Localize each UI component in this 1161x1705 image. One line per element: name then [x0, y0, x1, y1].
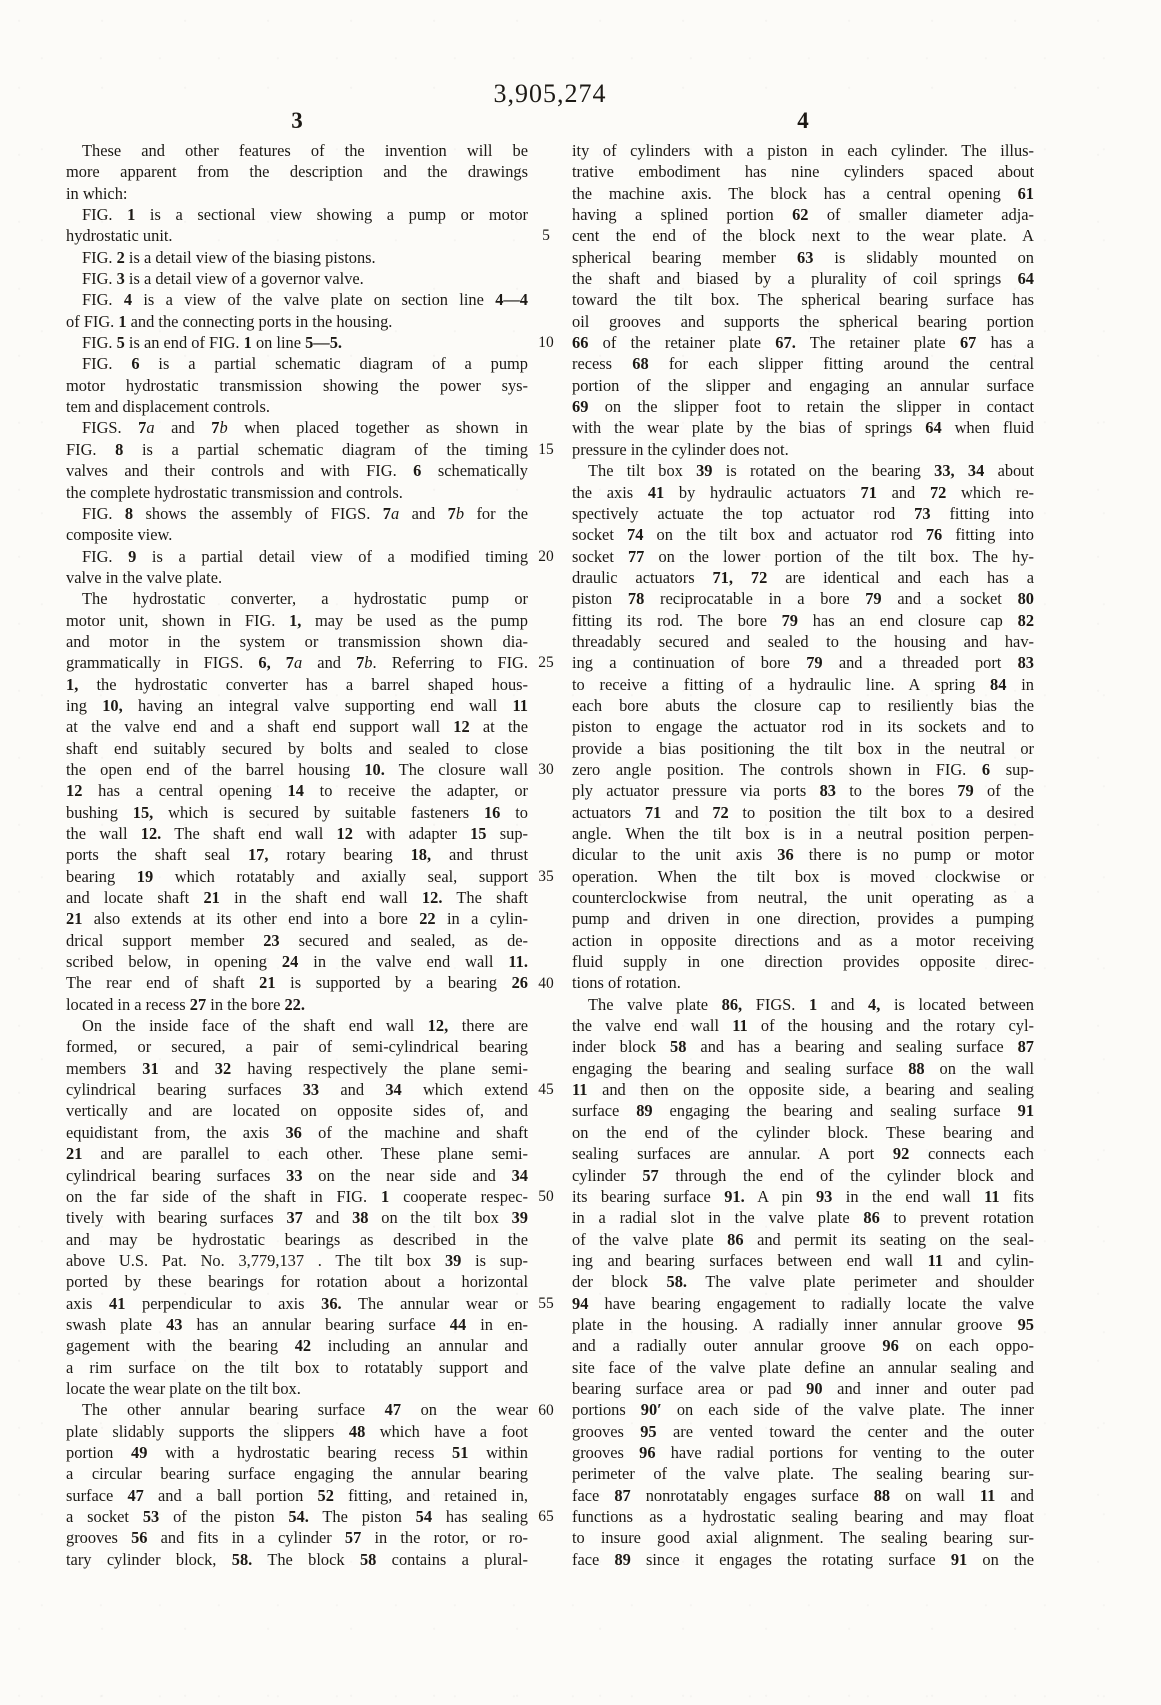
text-line: surface 89 engaging the bearing and sealing surface 91 [572, 1101, 1034, 1121]
text-line: the open end of the barrel housing 10. The closure wall [66, 759, 528, 779]
text-line: surface 47 and a ball portion 52 fitting, and retained in, [66, 1485, 528, 1505]
text-line: der block 58. The valve plate perimeter and shoulder [572, 1272, 1034, 1292]
text-line: pressure in the cylinder does not. [572, 439, 789, 459]
text-line: and locate shaft 21 in the shaft end wall 12. The shaft [66, 888, 528, 908]
text-line: the axis 41 by hydraulic actuators 71 and 72 which re- [572, 482, 1034, 502]
text-line: gagement with the bearing 42 including an annular and [66, 1336, 528, 1356]
text-line: face 89 since it engages the rotating surface 91 on the [572, 1549, 1034, 1569]
text-line: and may be hydrostatic bearings as described in the [66, 1229, 528, 1249]
text-line: trative embodiment has nine cylinders spaced about [572, 162, 1034, 182]
text-line: threadably secured and sealed to the housing and hav- [572, 631, 1034, 651]
gutter-line-number: 5 [542, 227, 550, 245]
text-line: socket 77 on the lower portion of the tilt box. The hy- [572, 546, 1034, 566]
text-line: and a radially outer annular groove 96 on each oppo- [572, 1336, 1034, 1356]
text-line: motor unit, shown in FIG. 1, may be used as the pump [66, 610, 528, 630]
text-line: on the end of the cylinder block. These bearing and [572, 1122, 1034, 1142]
text-line: sealing surfaces are annular. A port 92 connects each [572, 1144, 1034, 1164]
text-line: angle. When the tilt box is in a neutral position perpen- [572, 824, 1034, 843]
text-line: FIG. 4 is a view of the valve plate on section line 4—4 [82, 290, 528, 310]
text-line: its bearing surface 91. A pin 93 in the end wall 11 fits [572, 1186, 1034, 1206]
text-line: On the inside face of the shaft end wall 12, there are [82, 1016, 528, 1036]
text-line: FIG. 3 is a detail view of a governor valve. [82, 269, 364, 289]
text-line: operation. When the tilt box is moved clockwise or [572, 866, 1034, 886]
text-line: 69 on the slipper foot to retain the slipper in contact [572, 397, 1034, 417]
gutter-line-number: 65 [538, 1508, 554, 1526]
text-line: grooves 95 are vented toward the center and the outer [572, 1421, 1034, 1441]
text-line: ing and bearing surfaces between end wall 11 and cylin- [572, 1250, 1034, 1270]
text-line: having a splined portion 62 of smaller diameter adja- [572, 205, 1034, 225]
text-line: ply actuator pressure via ports 83 to the bores 79 of the [572, 781, 1034, 801]
text-line: fitting its rod. The bore 79 has an end closure cap 82 [572, 610, 1034, 630]
text-line: spectively actuate the top actuator rod 73 fitting into [572, 503, 1034, 523]
gutter-line-number: 20 [538, 547, 554, 565]
text-line: portions 90′ on each side of the valve plate. The inner [572, 1400, 1034, 1420]
text-line: tary cylinder block, 58. The block 58 contains a plural- [66, 1549, 528, 1569]
text-line: piston to engage the actuator rod in its sockets and to [572, 717, 1034, 737]
text-line: locate the wear plate on the tilt box. [66, 1378, 301, 1398]
text-line: functions as a hydrostatic sealing bearing and may float [572, 1507, 1034, 1526]
text-line: each bore abuts the closure cap to resiliently bias the [572, 695, 1034, 715]
text-line: The other annular bearing surface 47 on the wear [82, 1400, 528, 1420]
text-line: ported by these bearings for rotation about a horizontal [66, 1272, 528, 1292]
text-line: FIG. 8 is a partial schematic diagram of the timing [66, 439, 528, 459]
text-line: The rear end of shaft 21 is supported by a bearing 26 [66, 973, 528, 993]
text-line: in a radial slot in the valve plate 86 to prevent rotation [572, 1208, 1034, 1228]
text-line: cylindrical bearing surfaces 33 on the near side and 34 [66, 1165, 528, 1185]
text-line: draulic actuators 71, 72 are identical and each has a [572, 567, 1034, 587]
text-line: swash plate 43 has an annular bearing surface 44 in en- [66, 1314, 528, 1334]
left-column-page-number: 3 [291, 108, 303, 133]
text-line: The tilt box 39 is rotated on the bearing 33, 34 about [588, 461, 1034, 481]
text-line: oil grooves and supports the spherical bearing portion [572, 311, 1034, 331]
gutter-line-number: 40 [538, 974, 554, 992]
text-line: portion 49 with a hydrostatic bearing recess 51 within [66, 1442, 528, 1462]
text-line: axis 41 perpendicular to axis 36. The annular wear or [66, 1293, 528, 1313]
text-line: hydrostatic unit. [66, 226, 173, 246]
text-line: a rim surface on the tilt box to rotatably support and [66, 1357, 528, 1377]
patent-number: 3,905,274 [493, 79, 607, 108]
text-line: FIG. 6 is a partial schematic diagram of a pump [82, 354, 528, 374]
text-line: dicular to the unit axis 36 there is no pump or motor [572, 845, 1034, 865]
right-column-page-number: 4 [797, 108, 809, 133]
text-line: zero angle position. The controls shown in FIG. 6 sup- [572, 759, 1034, 779]
text-line: 21 also extends at its other end into a bore 22 in a cylin- [66, 909, 528, 929]
text-line: 1, the hydrostatic converter has a barrel shaped hous- [66, 674, 528, 694]
gutter-line-number: 15 [538, 440, 554, 458]
text-line: valves and their controls and with FIG. 6 schematically [66, 461, 528, 481]
text-line: 66 of the retainer plate 67. The retainer plate 67 has a [572, 333, 1034, 353]
text-line: vertically and are located on opposite sides of, and [66, 1101, 528, 1121]
text-line: The hydrostatic converter, a hydrostatic pump or [82, 589, 528, 609]
text-line: FIG. 1 is a sectional view showing a pump or motor [82, 205, 528, 225]
text-line: socket 74 on the tilt box and actuator rod 76 fitting into [572, 525, 1034, 545]
text-line: bearing surface area or pad 90 and inner and outer pad [572, 1378, 1034, 1398]
text-line: located in a recess 27 in the bore 22. [66, 994, 305, 1014]
text-line: grammatically in FIGS. 6, 7a and 7b. Referring to FIG. [66, 653, 528, 673]
text-line: 21 and are parallel to each other. These plane semi- [66, 1144, 528, 1164]
text-line: motor hydrostatic transmission showing the power sys- [66, 375, 528, 395]
text-line: piston 78 reciprocatable in a bore 79 and a socket 80 [572, 589, 1034, 609]
text-line: FIGS. 7a and 7b when placed together as shown in [82, 418, 528, 438]
text-line: with the wear plate by the bias of springs 64 when fluid [572, 418, 1034, 438]
text-line: more apparent from the description and the drawings [66, 162, 528, 182]
text-line: face 87 nonrotatably engages surface 88 on wall 11 and [572, 1485, 1034, 1505]
gutter-line-number: 25 [538, 654, 554, 672]
text-line: ing 10, having an integral valve supporting end wall 11 [66, 695, 528, 715]
text-line: plate in the housing. A radially inner annular groove 95 [572, 1314, 1034, 1334]
text-line: cylindrical bearing surfaces 33 and 34 which extend [66, 1080, 528, 1100]
text-line: bushing 15, which is secured by suitable fasteners 16 to [66, 802, 528, 822]
text-line: on the far side of the shaft in FIG. 1 cooperate respec- [66, 1186, 528, 1206]
text-line: bearing 19 which rotatably and axially seal, support [66, 866, 528, 886]
text-line: the machine axis. The block has a central opening 61 [572, 183, 1034, 203]
gutter-line-number: 30 [538, 761, 554, 779]
text-line: to receive a fitting of a hydraulic line. A spring 84 in [572, 674, 1034, 694]
text-line: grooves 56 and fits in a cylinder 57 in the rotor, or ro- [66, 1528, 528, 1548]
text-line: cylinder 57 through the end of the cylinder block and [572, 1165, 1034, 1185]
text-line: the shaft and biased by a plurality of coil springs 64 [572, 269, 1034, 289]
text-line: site face of the valve plate define an annular sealing and [572, 1357, 1034, 1377]
text-line: perimeter of the valve plate. The sealing bearing sur- [572, 1464, 1034, 1484]
text-line: drical support member 23 secured and sealed, as de- [66, 930, 528, 950]
text-line: plate slidably supports the slippers 48 which have a foot [66, 1421, 528, 1441]
text-line: members 31 and 32 having respectively the plane semi- [66, 1058, 528, 1078]
text-line: inder block 58 and has a bearing and sealing surface 87 [572, 1037, 1034, 1057]
text-line: shaft end suitably secured by bolts and sealed to close [66, 738, 528, 758]
text-line: the complete hydrostatic transmission and controls. [66, 482, 403, 502]
text-line: of FIG. 1 and the connecting ports in the housing. [66, 311, 393, 331]
text-line: FIG. 8 shows the assembly of FIGS. 7a and 7b for the [82, 503, 528, 523]
text-line: FIG. 2 is a detail view of the biasing pistons. [82, 247, 376, 267]
text-line: above U.S. Pat. No. 3,779,137 . The tilt box 39 is sup- [66, 1250, 528, 1270]
gutter-line-number: 35 [538, 867, 554, 885]
gutter-line-number: 10 [538, 334, 554, 352]
text-line: cent the end of the block next to the wear plate. A [572, 226, 1034, 246]
text-line: FIG. 9 is a partial detail view of a modified timing [82, 546, 528, 566]
text-line: in which: [66, 183, 128, 203]
text-line: The valve plate 86, FIGS. 1 and 4, is located between [588, 994, 1034, 1014]
text-line: ports the shaft seal 17, rotary bearing 18, and thrust [66, 845, 528, 865]
gutter-line-number: 50 [538, 1188, 554, 1206]
text-line: grooves 96 have radial portions for venting to the outer [572, 1442, 1034, 1462]
text-line: valve in the valve plate. [66, 567, 223, 587]
text-line: counterclockwise from neutral, the unit operating as a [572, 888, 1034, 908]
text-line: provide a bias positioning the tilt box in the neutral or [572, 738, 1034, 758]
right-column-text [572, 140, 1034, 1570]
text-line: the valve end wall 11 of the housing and the rotary cyl- [572, 1016, 1034, 1036]
text-line: 11 and then on the opposite side, a bearing and sealing [572, 1080, 1034, 1100]
text-line: a circular bearing surface engaging the annular bearing [66, 1464, 528, 1484]
text-line: a socket 53 of the piston 54. The piston 54 has sealing [66, 1507, 528, 1526]
text-line: tem and displacement controls. [66, 397, 270, 417]
text-line: and motor in the system or transmission shown dia- [66, 631, 528, 651]
text-line: equidistant from, the axis 36 of the machine and shaft [66, 1122, 528, 1142]
text-line: at the valve end and a shaft end support wall 12 at the [66, 717, 528, 737]
gutter-line-number: 55 [538, 1294, 554, 1312]
text-line: ity of cylinders with a piston in each cylinder. The illus- [572, 141, 1034, 160]
text-line: composite view. [66, 525, 173, 545]
gutter-line-number: 45 [538, 1081, 554, 1099]
text-line: the wall 12. The shaft end wall 12 with adapter 15 sup- [66, 824, 528, 843]
text-line: 94 have bearing engagement to radially locate the valve [572, 1293, 1034, 1313]
text-line: scribed below, in opening 24 in the valve end wall 11. [66, 952, 528, 972]
text-line: engaging the bearing and sealing surface 88 on the wall [572, 1058, 1034, 1078]
text-line: tions of rotation. [572, 973, 681, 993]
text-line: toward the tilt box. The spherical bearing surface has [572, 290, 1034, 310]
text-line: tively with bearing surfaces 37 and 38 on the tilt box 39 [66, 1208, 528, 1228]
text-line: formed, or secured, a pair of semi-cylindrical bearing [66, 1037, 528, 1057]
line-number-gutter [524, 140, 568, 1580]
text-line: pump and driven in one direction, provides a pumping [572, 909, 1034, 929]
text-line: spherical bearing member 63 is slidably mounted on [572, 247, 1034, 267]
text-line: ing a continuation of bore 79 and a threaded port 83 [572, 653, 1034, 673]
text-line: to insure good axial alignment. The sealing bearing sur- [572, 1528, 1034, 1548]
text-line: action in opposite directions and as a motor receiving [572, 930, 1034, 950]
text-line: actuators 71 and 72 to position the tilt box to a desired [572, 802, 1034, 822]
text-line: recess 68 for each slipper fitting around the central [572, 354, 1034, 374]
text-line: of the valve plate 86 and permit its seating on the seal- [572, 1229, 1034, 1249]
left-column-text [66, 140, 528, 1570]
text-line: 12 has a central opening 14 to receive the adapter, or [66, 781, 528, 801]
text-line: fluid supply in one direction provides opposite direc- [572, 952, 1034, 972]
text-line: portion of the slipper and engaging an annular surface [572, 375, 1034, 395]
text-line: FIG. 5 is an end of FIG. 1 on line 5—5. [82, 333, 342, 353]
text-line: These and other features of the invention will be [82, 141, 528, 160]
gutter-line-number: 60 [538, 1401, 554, 1419]
